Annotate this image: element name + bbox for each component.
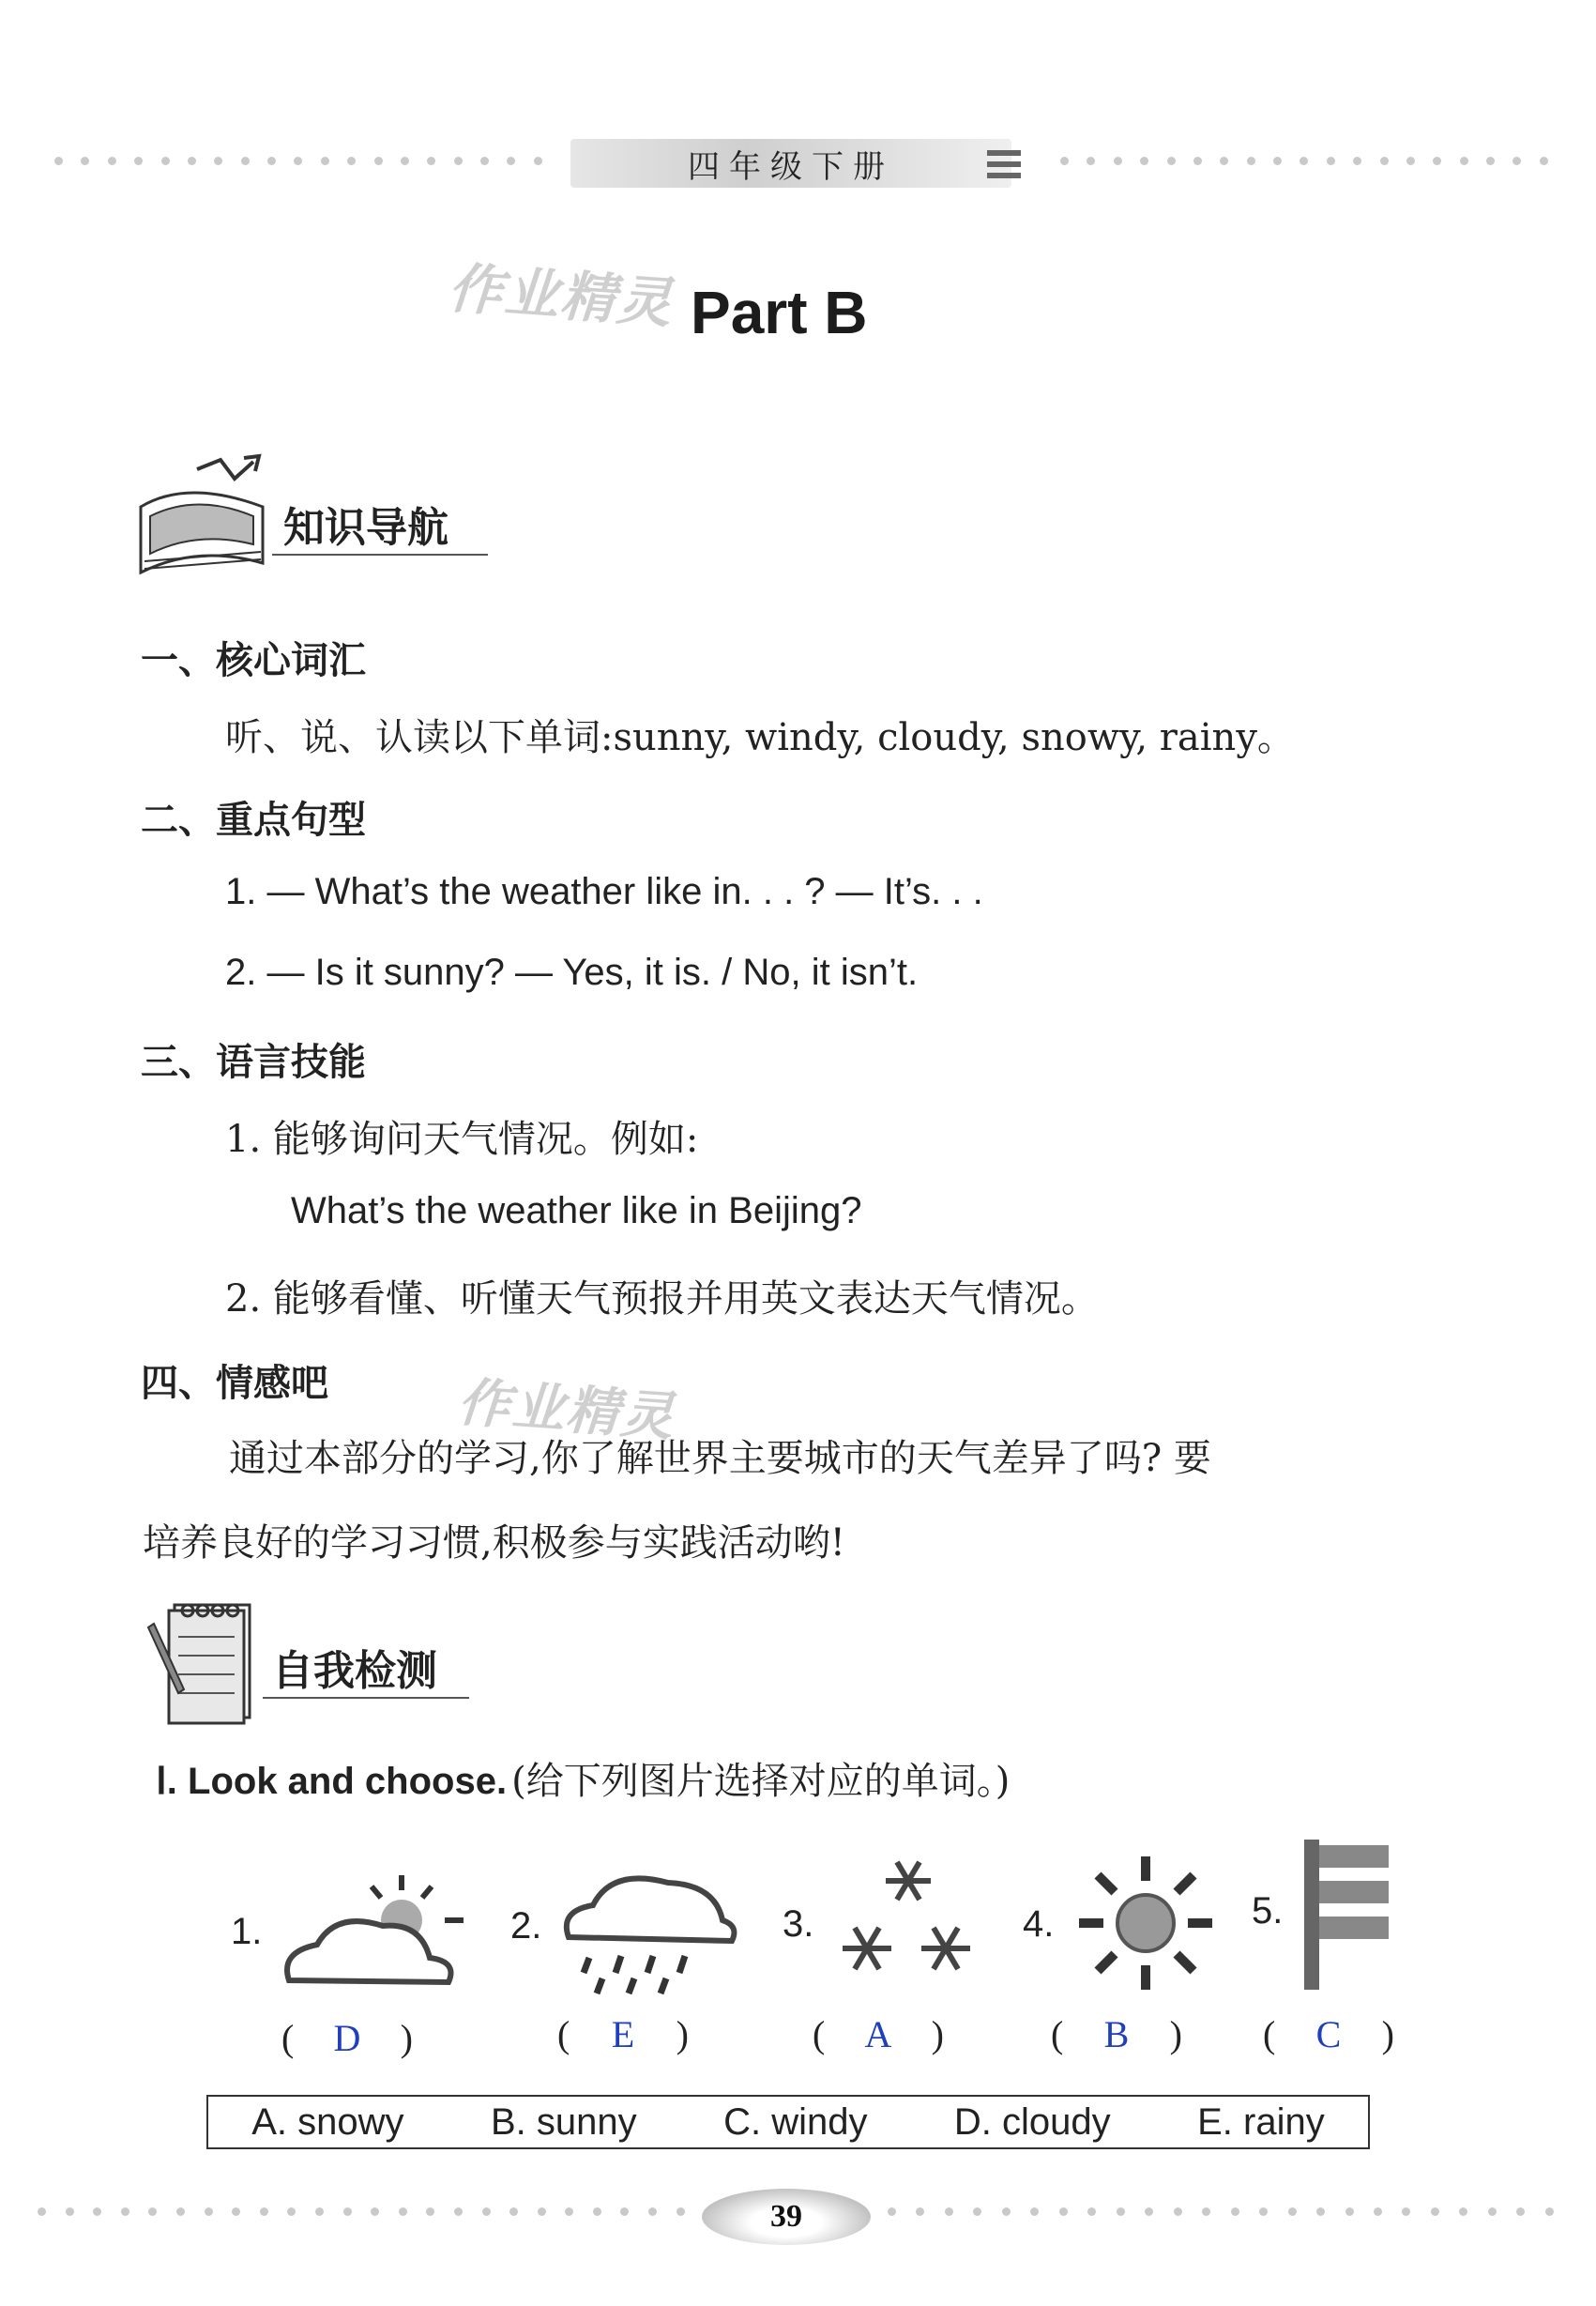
heading-key-sentences: 二、重点句型 xyxy=(141,798,366,842)
option-b: B. sunny xyxy=(490,2100,637,2143)
answer-value: C xyxy=(1315,2013,1342,2055)
answer-slot xyxy=(813,2012,944,2056)
paren-close: ) xyxy=(1381,2013,1394,2055)
header-dots-left xyxy=(54,155,542,166)
paren-close: ) xyxy=(400,2017,413,2059)
question-heading xyxy=(156,1751,1010,1805)
answer-slot xyxy=(557,2012,689,2056)
paren-close: ) xyxy=(676,2013,689,2055)
picture-number: 5. xyxy=(1252,1890,1284,1932)
paren-open: ( xyxy=(1263,2013,1276,2055)
page-number: 39 xyxy=(702,2189,871,2245)
paren-open: ( xyxy=(557,2013,570,2055)
paren-open: ( xyxy=(281,2017,295,2059)
option-a: A. snowy xyxy=(251,2100,404,2143)
paren-close: ) xyxy=(1169,2013,1182,2055)
header-dots-right xyxy=(1060,155,1548,166)
papers-icon xyxy=(131,441,281,582)
skill-example: What’s the weather like in Beijing? xyxy=(291,1190,862,1231)
skill-line-2: 2. 能够看懂、听懂天气预报并用英文表达天气情况。 xyxy=(225,1277,1099,1321)
heading-emotion: 四、情感吧 xyxy=(141,1361,328,1405)
notepad-icon xyxy=(141,1590,263,1731)
option-d: D. cloudy xyxy=(953,2100,1111,2143)
sentence-line-1: 1. — What’s the weather like in. . . ? — It’s. . . xyxy=(225,871,983,912)
grade-label: 四年级下册 xyxy=(570,139,1011,188)
sentence-line-2: 2. — Is it sunny? — Yes, it is. / No, it isn’t. xyxy=(225,952,919,993)
paren-open: ( xyxy=(813,2013,826,2055)
windy-icon xyxy=(1300,1840,1394,1990)
picture-number: 1. xyxy=(231,1911,263,1952)
option-e: E. rainy xyxy=(1197,2100,1325,2143)
cloudy-icon xyxy=(280,1868,467,1999)
section-title-knowledge: 知识导航 xyxy=(283,504,448,552)
section-title-self-test: 自我检测 xyxy=(272,1647,437,1695)
heading-language-skills: 三、语言技能 xyxy=(141,1040,366,1084)
answer-slot xyxy=(1263,2012,1394,2056)
sunny-icon xyxy=(1075,1853,1216,1993)
paren-open: ( xyxy=(1051,2013,1064,2055)
vocab-line: 听、说、认读以下单词:sunny, windy, cloudy, snowy, rainy。 xyxy=(225,716,1295,759)
answer-value: E xyxy=(611,2013,635,2055)
paren-close: ) xyxy=(931,2013,944,2055)
emotion-line-2: 培养良好的学习习惯,积极参与实践活动哟! xyxy=(143,1521,845,1565)
rainy-icon xyxy=(555,1864,743,1995)
picture-number: 2. xyxy=(510,1905,542,1947)
answer-value: A xyxy=(864,2013,892,2055)
emotion-line-1: 通过本部分的学习,你了解世界主要城市的天气差异了吗? 要 xyxy=(229,1437,1211,1480)
footer-dots-right xyxy=(888,2206,1554,2217)
bookshelf-icon xyxy=(985,146,1023,182)
part-title: Part B xyxy=(691,279,868,346)
answer-value: D xyxy=(333,2017,361,2059)
options-box xyxy=(206,2095,1370,2149)
picture-number: 3. xyxy=(783,1903,814,1945)
question-instruction: (给下列图片选择对应的单词。) xyxy=(511,1760,1011,1803)
answer-value: B xyxy=(1103,2013,1130,2055)
skill-line-1: 1. 能够询问天气情况。例如: xyxy=(225,1118,699,1161)
option-c: C. windy xyxy=(723,2100,868,2143)
snowy-icon xyxy=(826,1845,985,1995)
answer-slot xyxy=(1051,2012,1182,2056)
question-label: Ⅰ. Look and choose. xyxy=(156,1761,508,1802)
answer-slot xyxy=(281,2016,413,2060)
section-underline-2 xyxy=(263,1697,469,1699)
section-underline xyxy=(272,554,488,556)
watermark-2: 作业精灵 xyxy=(455,1371,677,1449)
watermark: 作业精灵 xyxy=(446,255,676,336)
footer-dots-left xyxy=(38,2206,685,2217)
heading-core-vocab: 一、核心词汇 xyxy=(141,638,366,682)
picture-number: 4. xyxy=(1023,1903,1055,1945)
